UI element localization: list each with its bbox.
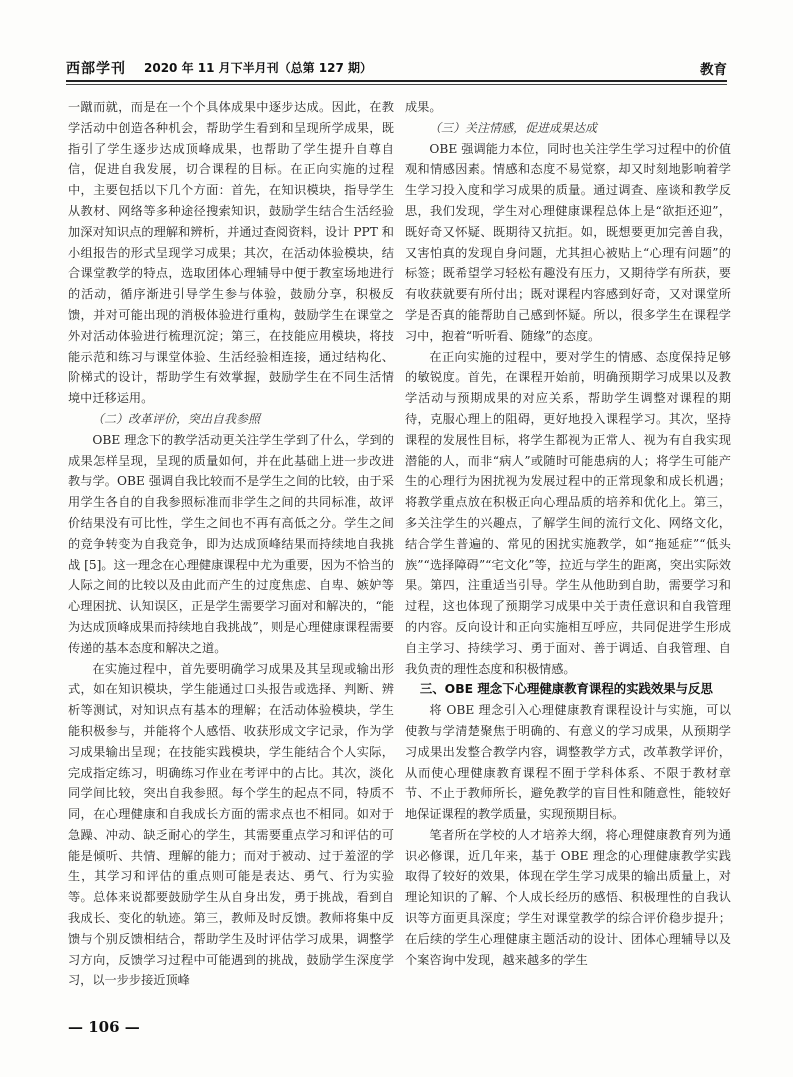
header-rule-thin	[66, 84, 727, 85]
subsection-heading: （三）关注情感，促进成果达成	[429, 120, 598, 135]
section-label: 教育	[700, 62, 727, 78]
journal-logo: 西部学刊	[66, 61, 126, 77]
body-paragraph: 将 OBE 理念引入心理健康教育课程设计与实施，可以使教与学清楚聚焦于明确的、有意义的学习成果，从预期学习成果出发整合教学内容，调整教学方式，改革教学评价，从而使心理健康教育课程不囿于学科体系、不限于教材章节、不止于教师所长，避免教学的盲目性和随意性，能较好地保证课程的教学质量，实现预期目标。	[405, 703, 731, 822]
body-paragraph: 一蹴而就，而是在一个个具体成果中逐步达成。因此，在教学活动中创造各种机会，帮助学生看到和呈现所学成果，既指引了学生逐步达成顶峰成果，也帮助了学生提升自尊自信，促进自我发展，切合课程的目标。在正向实施的过程中，主要包括以下几个方面：首先，在知识模块，指导学生从教材、网络等多种途径搜索知识，鼓励学生结合生活经验加深对知识点的理解和辨析，并通过查阅资料，设计 PPT 和小组报告的形式呈现学习成果；其次，在活动体验模块，结合课堂教学的特点，选取团体心理辅导中便于教室场地进行的活动，循序渐进引导学生参与体验，鼓励分享，积极反馈，并对可能出现的消极体验进行重构，鼓励学生在课堂之外对活动体验进行梳理沉淀；第三，在技能应用模块，将技能示范和练习与课堂体验、生活经验相连接，通过结构化、阶梯式的设计，帮助学生有效掌握，鼓励学生在不同生活情境中迁移运用。	[68, 100, 394, 406]
page-header	[66, 56, 727, 82]
issue-info: 2020 年 11 月下半月刊（总第 127 期）	[144, 61, 373, 75]
section-heading: 三、OBE 理念下心理健康教育课程的实践效果与反思	[419, 681, 713, 697]
body-paragraph: 在实施过程中，首先要明确学习成果及其呈现或输出形式，如在知识模块，学生能通过口头报告或选择、判断、辨析等测试，对知识点有基本的理解；在活动体验模块，学生能积极参与，并能将个人感悟、收获形成文字记录，作为学习成果输出呈现；在技能实践模块，学生能结合个人实际，完成指定练习，明确练习作业在考评中的占比。其次，淡化同学间比较，突出自我参照。每个学生的起点不同，特质不同，在心理健康和自我成长方面的需求点也不相同。如对于急躁、冲动、缺乏耐心的学生，其需要重点学习和评估的可能是倾听、共情、理解的能力；而对于被动、过于羞涩的学生，其学习和评估的重点则可能是表达、勇气、行为实验等。总体来说都要鼓励学生从自身出发，勇于挑战，看到自我成长、变化的轨迹。第三，教师及时反馈。教师将集中反馈与个别反馈相结合，帮助学生及时评估学习成果，调整学习方向，反馈学习过程中可能遇到的挑战，鼓励学生深度学习，以一步步接近顶峰	[68, 661, 394, 988]
subsection-heading: （二）改革评价，突出自我参照	[92, 411, 261, 426]
body-paragraph: 在正向实施的过程中，要对学生的情感、态度保持足够的敏锐度。首先，在课程开始前，明确预期学习成果以及教学活动与预期成果的对应关系，帮助学生调整对课程的期待，克服心理上的阻碍，更好地投入课程学习。其次，坚持课程的发展性目标，将学生都视为正常人、视为有自我实现潜能的人，而非“病人”或随时可能患病的人；将学生可能产生的心理行为困扰视为发展过程中的正常现象和成长机遇；将教学重点放在积极正向心理品质的培养和优化上。第三，多关注学生的兴趣点，了解学生间的流行文化、网络文化，结合学生普遍的、常见的困扰实施教学，如“拖延症”“低头族”“选择障碍”“宅文化”等，拉近与学生的距离，突出实际效果。第四，注重适当引导。学生从他助到自助，需要学习和过程，这也体现了预期学习成果中关于责任意识和自我管理的内容。反向设计和正向实施相互呼应，共同促进学生形成自主学习、持续学习、勇于面对、善于调适、自我管理、自我负责的理性态度和积极情感。	[405, 349, 731, 676]
page-number: — 106 —	[68, 1018, 140, 1036]
header-rule	[66, 80, 727, 82]
left-column	[68, 97, 394, 1015]
body-paragraph: 成果。	[405, 100, 442, 114]
body-paragraph: 笔者所在学校的人才培养大纲，将心理健康教育列为通识必修课，近几年来，基于 OBE 理念的心理健康教学实践取得了较好的效果，体现在学生学习成果的输出质量上，对理论知识的了解、个人成长经历的感悟、积极理性的自我认识等方面更具深度；学生对课堂教学的综合评价稳步提升；在后续的学生心理健康主题活动的设计、团体心理辅导以及个案咨询中发现，越来越多的学生	[405, 827, 731, 967]
body-paragraph: OBE 理念下的教学活动更关注学生学到了什么，学到的成果怎样呈现，呈现的质量如何，并在此基础上进一步改进教与学。OBE 强调自我比较而不是学生之间的比较，由于采用学生各自的自我参照标准而非学生之间的共同标准，故评价结果没有可比性，学生之间也不再有高低之分。学生之间的竞争转变为自我竞争，即为达成顶峰结果而持续地自我挑战 [5]。这一理念在心理健康课程中尤为重要，因为不恰当的人际之间的比较以及由此而产生的过度焦虑、自卑、嫉妒等心理困扰、认知误区，正是学生需要学习面对和解决的，“能为达成顶峰成果而持续地自我挑战”，则是心理健康课程需要传递的基本态度和解决之道。	[68, 432, 394, 655]
right-column	[405, 97, 731, 1015]
body-paragraph: OBE 强调能力本位，同时也关注学生学习过程中的价值观和情感因素。情感和态度不易觉察，却又时刻地影响着学生学习投入度和学习成果的质量。通过调查、座谈和教学反思，我们发现，学生对心理健康课程总体上是“欲拒还迎”，既好奇又怀疑、既期待又抗拒。如，既想要更加完善自我，又害怕真的发现自身问题，尤其担心被贴上“心理有问题”的标签；既希望学习轻松有趣没有压力，又期待学有所获，要有收获就要有所付出；既对课程内容感到好奇，又对课堂所学是否真的能帮助自己感到怀疑。所以，很多学生在课程学习中，抱着“听听看、随缘”的态度。	[405, 141, 731, 343]
